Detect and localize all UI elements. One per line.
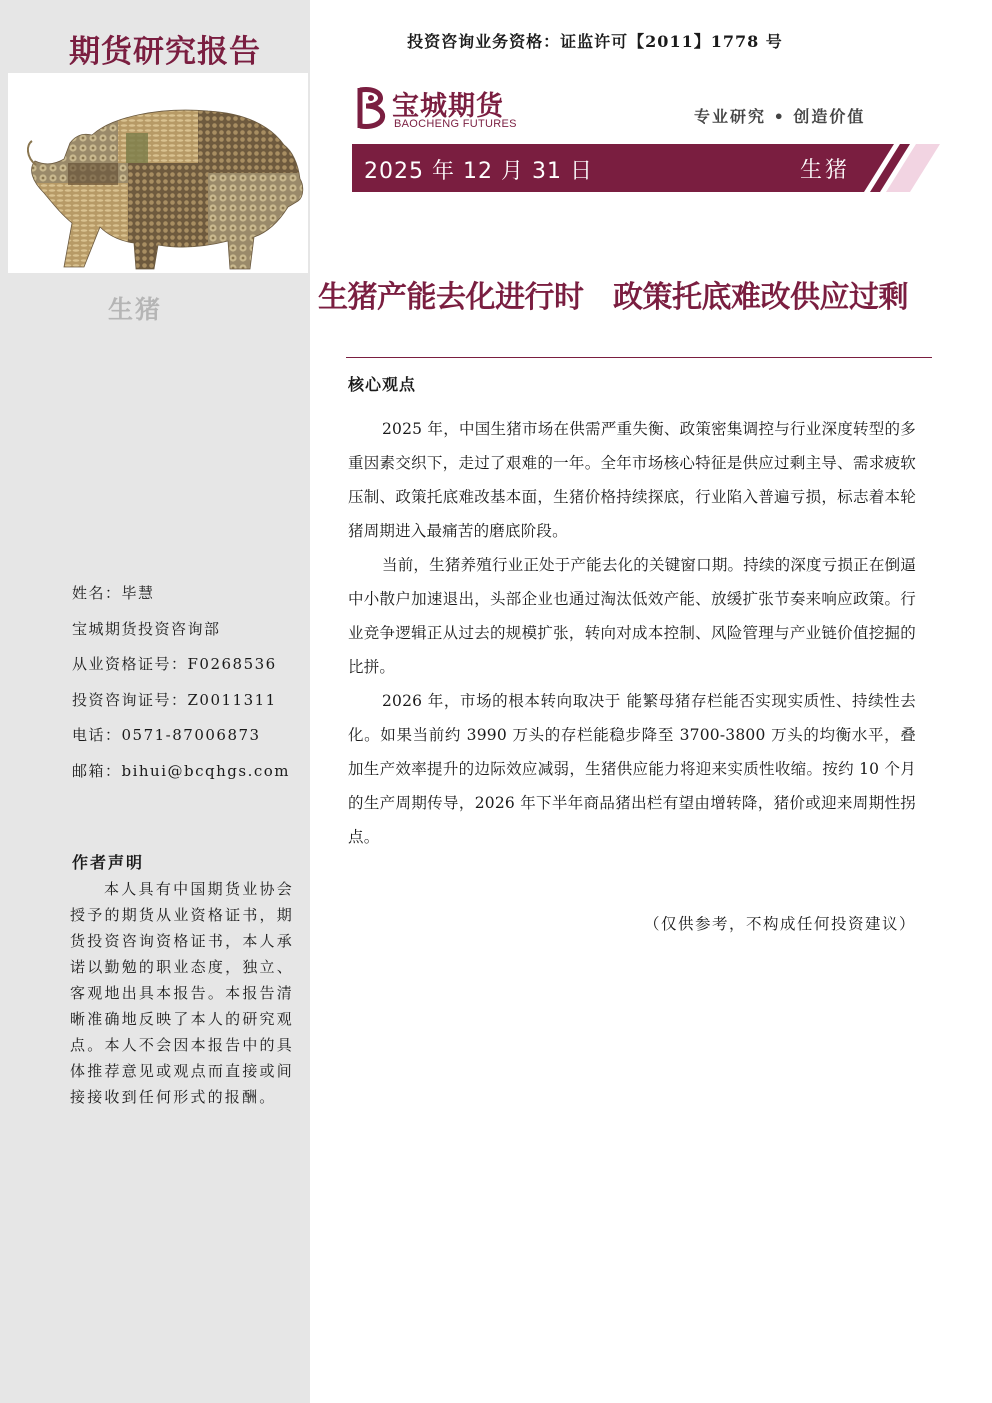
pig-cover-image [8, 73, 308, 273]
disclaimer: （仅供参考，不构成任何投资建议） [643, 915, 916, 933]
author-phone: 电话：0571-87006873 [72, 726, 261, 744]
author-name: 姓名：毕慧 [72, 584, 155, 602]
core-view-title: 核心观点 [348, 375, 417, 394]
banner-category: 生猪 [800, 158, 851, 183]
author-department: 宝城期货投资咨询部 [72, 619, 221, 638]
license-info: 投资咨询业务资格：证监许可【2011】1778 号 [407, 32, 783, 51]
report-date: 2025 年 12 月 31 日 [364, 159, 593, 184]
author-statement-title: 作者声明 [72, 853, 145, 872]
company-logo [354, 84, 554, 134]
sidebar-category: 生猪 [108, 295, 163, 324]
logo-chinese-name: 宝城期货 [392, 91, 504, 122]
pig-grain-illustration [8, 73, 308, 273]
paragraph: 2026 年，市场的根本转向取决于 能繁母猪存栏能否实现实质性、持续性去化。如果当前约 3990 万头的存栏能稳步降至 3700-3800 万头的均衡水平，叠加生产效率提升的边际效应减弱，生猪供应能力将迎来实质性收缩。按约 10 个月的生产周期传导，2026 年下半年商品猪出栏有望由增转降，猪价或迎来周期性拐点。 [348, 692, 916, 846]
divider [346, 357, 932, 358]
author-email: 邮箱：bihui@bcqhgs.com [72, 761, 291, 780]
core-view-body [348, 412, 916, 854]
author-info [72, 582, 308, 795]
logo-english-name: BAOCHENG FUTURES [394, 118, 517, 130]
author-qualification-number: 从业资格证号：F0268536 [72, 655, 277, 673]
slogan: 专业研究 • 创造价值 [694, 107, 866, 126]
paragraph: 2025 年，中国生猪市场在供需严重失衡、政策密集调控与行业深度转型的多重因素交织下，走过了艰难的一年。全年市场核心特征是供应过剩主导、需求疲软压制、政策托底难改基本面，生猪价格持续探底，行业陷入普遍亏损，标志着本轮猪周期进入最痛苦的磨底阶段。 [348, 420, 916, 540]
baocheng-logo-icon [354, 84, 390, 132]
paragraph: 当前，生猪养殖行业正处于产能去化的关键窗口期。持续的深度亏损正在倒逼中小散户加速退出，头部企业也通过淘汰低效产能、放缓扩张节奏来响应政策。行业竞争逻辑正从过去的规模扩张，转向对成本控制、风险管理与产业链价值挖掘的比拼。 [348, 556, 916, 676]
report-type-title: 期货研究报告 [69, 34, 261, 70]
author-consulting-number: 投资咨询证号：Z0011311 [72, 690, 277, 709]
author-statement-body: 本人具有中国期货业协会授予的期货从业资格证书，期货投资咨询资格证书，本人承诺以勤勉的职业态度，独立、客观地出具本报告。本报告清晰准确地反映了本人的研究观点。本人不会因本报告中的具体推荐意见或观点而直接或间接接收到任何形式的报酬。 [70, 880, 294, 1106]
report-headline: 生猪产能去化进行时 政策托底难改供应过剩 [318, 280, 908, 315]
